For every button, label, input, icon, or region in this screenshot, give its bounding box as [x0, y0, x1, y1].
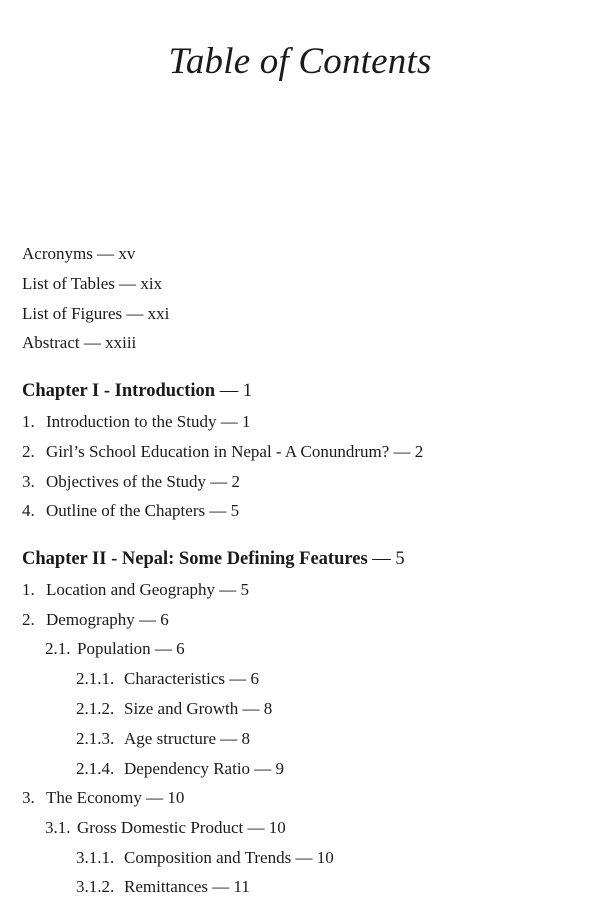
- toc-entry: [76, 848, 334, 868]
- entry-text: Remittances — 11: [124, 877, 250, 896]
- entry-number: 3.1.: [45, 818, 71, 837]
- entry-text: Size and Growth — 8: [124, 699, 273, 718]
- chapter-title: Chapter I - Introduction: [22, 381, 216, 401]
- chapter-title: Chapter II - Nepal: Some Defining Features: [22, 549, 368, 569]
- entry-number: 2.1.2.: [76, 699, 115, 718]
- toc-entry-abstract: Abstract — xxiii: [22, 333, 137, 352]
- toc-entry: [22, 472, 240, 492]
- chapter-heading-2: [22, 549, 405, 569]
- entry-text: Dependency Ratio — 9: [124, 759, 285, 778]
- entry-text: Gross Domestic Product — 10: [77, 818, 286, 837]
- chapter-page: — 1: [215, 381, 253, 401]
- entry-number: 1.: [22, 580, 35, 599]
- toc-entry: [22, 580, 249, 600]
- entry-number: 3.1.1.: [76, 848, 115, 867]
- toc-entry: [45, 818, 286, 838]
- entry-text: Composition and Trends — 10: [124, 848, 334, 867]
- entry-text: Outline of the Chapters — 5: [46, 501, 240, 520]
- toc-entry: [22, 610, 169, 630]
- toc-entry: [45, 639, 185, 659]
- entry-number: 2.1.1.: [76, 669, 115, 688]
- entry-number: 1.: [22, 412, 35, 431]
- toc-entry: [76, 699, 272, 719]
- toc-entry-list-of-figures: List of Figures — xxi: [22, 304, 170, 323]
- toc-entry-list-of-tables: List of Tables — xix: [22, 274, 163, 293]
- entry-number: 4.: [22, 501, 35, 520]
- toc-entry: [76, 669, 259, 689]
- toc-entry: [22, 501, 239, 521]
- toc-entry: [76, 759, 284, 779]
- entry-text: The Economy — 10: [46, 788, 185, 807]
- toc-entry-acronyms: Acronyms — xv: [22, 244, 136, 263]
- entry-text: Demography — 6: [46, 610, 169, 629]
- toc-entry: [22, 788, 184, 808]
- entry-number: 2.1.3.: [76, 729, 115, 748]
- entry-text: Introduction to the Study — 1: [46, 412, 251, 431]
- toc-entry: [22, 412, 250, 432]
- toc-entry: [76, 729, 250, 749]
- entry-text: Population — 6: [77, 639, 185, 658]
- entry-number: 2.1.: [45, 639, 71, 658]
- entry-number: 3.1.2.: [76, 877, 115, 896]
- chapter-page: — 5: [367, 549, 405, 569]
- toc-entry: [76, 877, 250, 897]
- toc-entry: [22, 442, 423, 462]
- entry-text: Girl’s School Education in Nepal - A Conundrum? — 2: [46, 442, 424, 461]
- entry-text: Objectives of the Study — 2: [46, 472, 241, 491]
- entry-text: Characteristics — 6: [124, 669, 260, 688]
- entry-number: 2.: [22, 442, 35, 461]
- entry-number: 2.1.4.: [76, 759, 115, 778]
- entry-number: 3.: [22, 472, 35, 491]
- entry-text: Age structure — 8: [124, 729, 251, 748]
- entry-text: Location and Geography — 5: [46, 580, 249, 599]
- page-title: Table of Contents: [168, 41, 432, 82]
- entry-number: 2.: [22, 610, 35, 629]
- chapter-heading-1: [22, 381, 252, 401]
- entry-number: 3.: [22, 788, 35, 807]
